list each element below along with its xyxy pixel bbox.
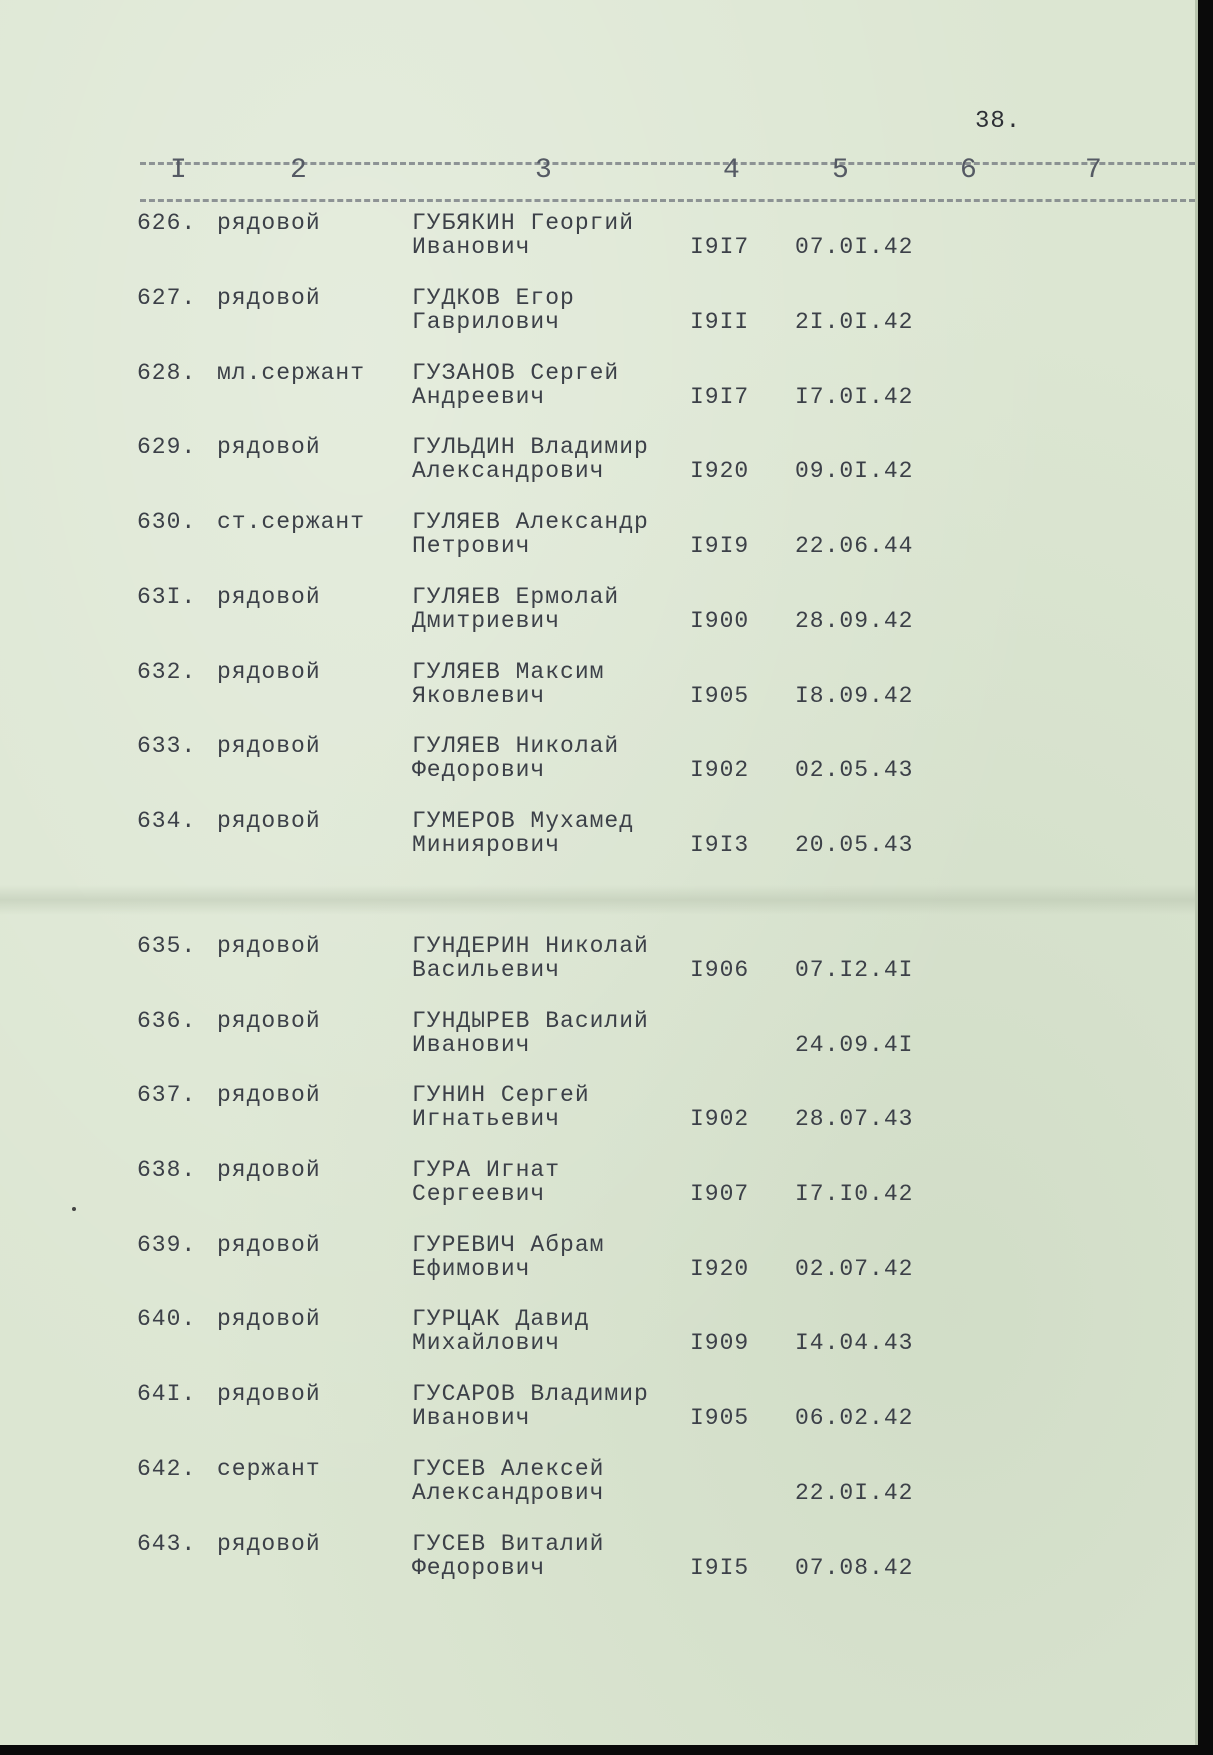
column-number: 3 — [535, 155, 554, 186]
birth-year: I909 — [690, 1330, 750, 1356]
table-row — [0, 1082, 1195, 1142]
surname-first-name: ГУЛЯЕВ Максим — [412, 659, 605, 685]
record-number: 64I. — [137, 1381, 197, 1407]
date: 24.09.4I — [795, 1032, 914, 1058]
date: 28.07.43 — [795, 1106, 914, 1132]
birth-year: I907 — [690, 1181, 750, 1207]
ink-speck — [72, 1207, 76, 1211]
surname-first-name: ГУСАРОВ Владимир — [412, 1381, 649, 1407]
military-rank: рядовой — [217, 1232, 321, 1258]
surname-first-name: ГУЗАНОВ Сергей — [412, 360, 620, 386]
military-rank: рядовой — [217, 659, 321, 685]
birth-year: I9I5 — [690, 1555, 750, 1581]
table-row — [0, 933, 1195, 993]
military-rank: сержант — [217, 1456, 321, 1482]
column-number: 6 — [960, 155, 979, 186]
surname-first-name: ГУЛЯЕВ Александр — [412, 509, 649, 535]
patronymic: Александрович — [412, 1480, 605, 1506]
column-number: 5 — [832, 155, 851, 186]
table-row — [0, 1531, 1195, 1591]
paper-fold — [0, 885, 1195, 915]
birth-year: I9I9 — [690, 533, 750, 559]
patronymic: Иванович — [412, 234, 531, 260]
surname-first-name: ГУНДЕРИН Николай — [412, 933, 649, 959]
page-number: 38. — [975, 108, 1022, 135]
patronymic: Ефимович — [412, 1256, 531, 1282]
record-number: 63I. — [137, 584, 197, 610]
surname-first-name: ГУСЕВ Виталий — [412, 1531, 605, 1557]
table-row — [0, 509, 1195, 569]
record-number: 638. — [137, 1157, 197, 1183]
table-row — [0, 733, 1195, 793]
date: I4.04.43 — [795, 1330, 914, 1356]
patronymic: Александрович — [412, 458, 605, 484]
date: 09.0I.42 — [795, 458, 914, 484]
date: 02.07.42 — [795, 1256, 914, 1282]
date: 22.06.44 — [795, 533, 914, 559]
record-number: 642. — [137, 1456, 197, 1482]
patronymic: Сергеевич — [412, 1181, 546, 1207]
military-rank: рядовой — [217, 1306, 321, 1332]
date: 06.02.42 — [795, 1405, 914, 1431]
surname-first-name: ГУБЯКИН Георгий — [412, 210, 635, 236]
table-row — [0, 1456, 1195, 1516]
date: I8.09.42 — [795, 683, 914, 709]
military-rank: рядовой — [217, 285, 321, 311]
date: 07.08.42 — [795, 1555, 914, 1581]
surname-first-name: ГУРЦАК Давид — [412, 1306, 590, 1332]
surname-first-name: ГУЛЯЕВ Ермолай — [412, 584, 620, 610]
military-rank: рядовой — [217, 1008, 321, 1034]
birth-year: I900 — [690, 608, 750, 634]
record-number: 636. — [137, 1008, 197, 1034]
table-row — [0, 1306, 1195, 1366]
patronymic: Андреевич — [412, 384, 546, 410]
column-number: I — [170, 155, 189, 186]
record-number: 635. — [137, 933, 197, 959]
record-number: 633. — [137, 733, 197, 759]
date: 02.05.43 — [795, 757, 914, 783]
military-rank: рядовой — [217, 1082, 321, 1108]
birth-year: I906 — [690, 957, 750, 983]
birth-year: I9II — [690, 309, 750, 335]
record-number: 626. — [137, 210, 197, 236]
date: 2I.0I.42 — [795, 309, 914, 335]
birth-year: I920 — [690, 1256, 750, 1282]
patronymic: Васильевич — [412, 957, 561, 983]
table-row — [0, 285, 1195, 345]
birth-year: I905 — [690, 1405, 750, 1431]
table-row — [0, 1381, 1195, 1441]
birth-year: I902 — [690, 757, 750, 783]
patronymic: Гаврилович — [412, 309, 561, 335]
birth-year: I9I3 — [690, 832, 750, 858]
record-number: 640. — [137, 1306, 197, 1332]
record-number: 629. — [137, 434, 197, 460]
date: 28.09.42 — [795, 608, 914, 634]
patronymic: Иванович — [412, 1032, 531, 1058]
patronymic: Яковлевич — [412, 683, 546, 709]
table-row — [0, 1232, 1195, 1292]
patronymic: Иванович — [412, 1405, 531, 1431]
table-row — [0, 659, 1195, 719]
surname-first-name: ГУРЕВИЧ Абрам — [412, 1232, 605, 1258]
patronymic: Миниярович — [412, 832, 561, 858]
surname-first-name: ГУДКОВ Егор — [412, 285, 575, 311]
birth-year: I902 — [690, 1106, 750, 1132]
birth-year: I905 — [690, 683, 750, 709]
column-number: 7 — [1085, 155, 1104, 186]
birth-year: I9I7 — [690, 384, 750, 410]
military-rank: рядовой — [217, 733, 321, 759]
patronymic: Петрович — [412, 533, 531, 559]
surname-first-name: ГУНИН Сергей — [412, 1082, 590, 1108]
table-row — [0, 360, 1195, 420]
column-number: 2 — [290, 155, 309, 186]
military-rank: рядовой — [217, 1157, 321, 1183]
table-row — [0, 210, 1195, 270]
birth-year: I920 — [690, 458, 750, 484]
column-header — [140, 155, 1190, 195]
record-number: 634. — [137, 808, 197, 834]
table-row — [0, 1008, 1195, 1068]
table-row — [0, 434, 1195, 494]
military-rank: рядовой — [217, 210, 321, 236]
record-number: 632. — [137, 659, 197, 685]
table-row — [0, 808, 1195, 868]
date: I7.I0.42 — [795, 1181, 914, 1207]
military-rank: рядовой — [217, 1531, 321, 1557]
table-row — [0, 1157, 1195, 1217]
surname-first-name: ГУНДЫРЕВ Василий — [412, 1008, 649, 1034]
military-rank: рядовой — [217, 808, 321, 834]
date: 20.05.43 — [795, 832, 914, 858]
surname-first-name: ГУЛЯЕВ Николай — [412, 733, 620, 759]
table-row — [0, 584, 1195, 644]
military-rank: мл.сержант — [217, 360, 366, 386]
surname-first-name: ГУМЕРОВ Мухамед — [412, 808, 635, 834]
record-number: 628. — [137, 360, 197, 386]
military-rank: рядовой — [217, 1381, 321, 1407]
patronymic: Федорович — [412, 1555, 546, 1581]
record-number: 627. — [137, 285, 197, 311]
military-rank: рядовой — [217, 933, 321, 959]
date: 07.I2.4I — [795, 957, 914, 983]
record-number: 637. — [137, 1082, 197, 1108]
date: 22.0I.42 — [795, 1480, 914, 1506]
patronymic: Федорович — [412, 757, 546, 783]
date: 07.0I.42 — [795, 234, 914, 260]
record-number: 643. — [137, 1531, 197, 1557]
military-rank: ст.сержант — [217, 509, 366, 535]
military-rank: рядовой — [217, 584, 321, 610]
record-number: 630. — [137, 509, 197, 535]
military-rank: рядовой — [217, 434, 321, 460]
patronymic: Игнатьевич — [412, 1106, 561, 1132]
surname-first-name: ГУРА Игнат — [412, 1157, 561, 1183]
patronymic: Михайлович — [412, 1330, 561, 1356]
birth-year: I9I7 — [690, 234, 750, 260]
record-number: 639. — [137, 1232, 197, 1258]
patronymic: Дмитриевич — [412, 608, 561, 634]
column-number: 4 — [723, 155, 742, 186]
date: I7.0I.42 — [795, 384, 914, 410]
surname-first-name: ГУЛЬДИН Владимир — [412, 434, 649, 460]
surname-first-name: ГУСЕВ Алексей — [412, 1456, 605, 1482]
